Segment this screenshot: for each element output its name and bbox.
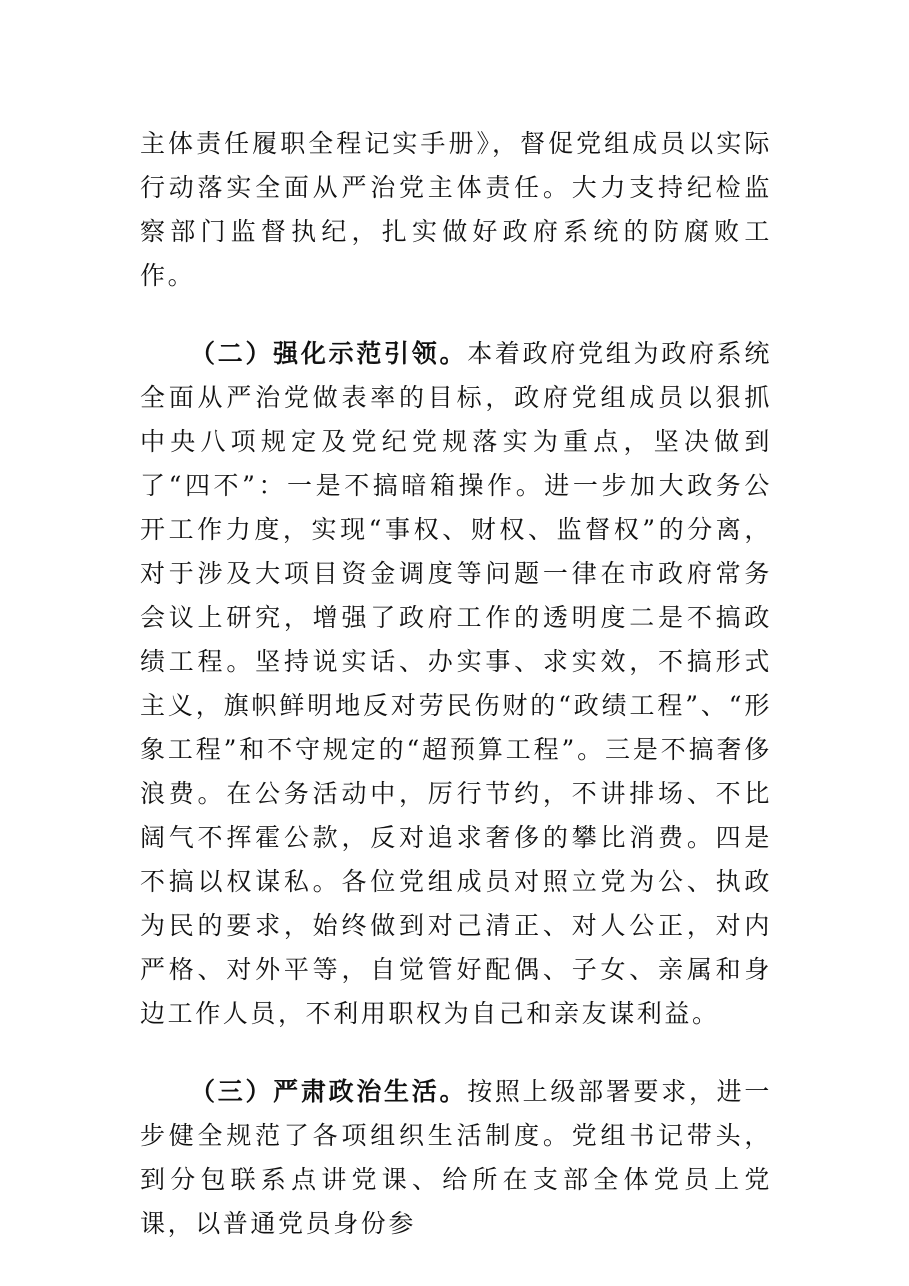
section-heading: （三）严肃政治生活。 bbox=[190, 1077, 468, 1106]
paragraph-spacer bbox=[140, 298, 772, 332]
document-body bbox=[140, 122, 772, 1246]
paragraph-responsibility bbox=[140, 122, 772, 298]
paragraph-text: 按照上级部署要求，进一步健全规范了各项组织生活制度。党组书记带头，到分包联系点讲党课、给所在支部全体党员上党课，以普通党员身份参 bbox=[140, 1077, 772, 1238]
paragraph-text: 主体责任履职全程记实手册》，督促党组成员以实际行动落实全面从严治党主体责任。大力支持纪检监察部门监督执纪，扎实做好政府系统的防腐败工作。 bbox=[140, 129, 772, 290]
paragraph-political-life bbox=[140, 1070, 772, 1246]
section-heading: （二）强化示范引领。 bbox=[190, 339, 468, 368]
paragraph-text: 本着政府党组为政府系统全面从严治党做表率的目标，政府党组成员以狠抓中央八项规定及党纪党规落实为重点，坚决做到了“四不”：一是不搞暗箱操作。进一步加大政务公开工作力度，实现“事权、财权、监督权”的分离，对于涉及大项目资金调度等问题一律在市政府常务会议上研究，增强了政府工作的透明度二是不搞政绩工程。坚持说实话、办实事、求实效，不搞形式主义，旗帜鲜明地反对劳民伤财的“政绩工程”、“形象工程”和不守规定的“超预算工程”。三是不搞奢侈浪费。在公务活动中，厉行节约，不讲排场、不比阔气不挥霍公款，反对追求奢侈的攀比消费。四是不搞以权谋私。各位党组成员对照立党为公、执政为民的要求，始终做到对己清正、对人公正，对内严格、对外平等，自觉管好配偶、子女、亲属和身边工作人员，不利用职权为自己和亲友谋利益。 bbox=[140, 339, 772, 1028]
paragraph-exemplary-leadership bbox=[140, 332, 772, 1036]
paragraph-spacer bbox=[140, 1036, 772, 1070]
